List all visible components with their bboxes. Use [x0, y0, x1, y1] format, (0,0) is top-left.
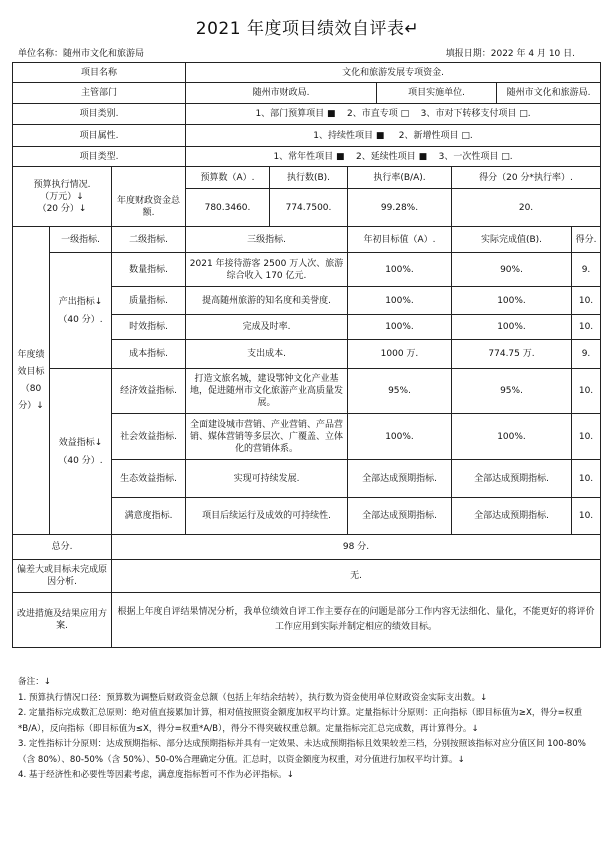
- note-item: 1. 预算执行情况口径：预算数为调整后财政资金总额（包括上年结余结转），执行数为资金使用单位财政资金实际支出数。↓: [18, 692, 488, 703]
- indicator-score: 10.: [572, 498, 601, 535]
- improvement-value: 根据上年度自评结果情况分析，我单位绩效自评工作主要存在的问题是部分工作内容无法细化、量化，不能更好的将评价工作应用到实际并制定相应的绩效目标。: [112, 593, 601, 648]
- indicator-actual: 100%.: [452, 315, 572, 340]
- indicator-target: 100%.: [348, 315, 452, 340]
- output-group-label: 产出指标↓（40 分）.: [50, 253, 112, 369]
- budget-blank: [112, 167, 186, 189]
- indicator-l2: 满意度指标.: [112, 498, 186, 535]
- attribute-option-1: 1、持续性项目: [313, 130, 374, 141]
- indicator-l2: 社会效益指标.: [112, 414, 186, 460]
- category-option-3: 3、市对下转移支付项目: [420, 109, 517, 119]
- notes: [18, 675, 603, 784]
- indicator-l3: 项目后续运行及成效的可持续性.: [186, 498, 348, 535]
- indicator-actual: 全部达成预期指标.: [452, 498, 572, 535]
- indicator-actual: 774.75 万.: [452, 340, 572, 369]
- unit-name: 单位名称：随州市文化和旅游局: [18, 49, 145, 59]
- type-option-1: 1、常年性项目: [273, 151, 334, 162]
- indicator-actual: 100%.: [452, 414, 572, 460]
- impl-label: 项目实施单位.: [377, 83, 497, 104]
- note-item: 3. 定性指标计分原则：达成预期指标、部分达成预期指标并具有一定效果、未达成预期指标且效果较差三档，分别按照该指标对应分值区间 100-80%（含 80%）、80-50%（含 50%）、50-0%合理确定分值。汇总时，以资金额度为权重，对分值进行加权平均计算。↓: [18, 739, 586, 765]
- score-header: 得分.: [572, 227, 601, 253]
- indicator-l3: 实现可持续发展.: [186, 460, 348, 498]
- checkbox-empty-icon: □.: [519, 109, 531, 119]
- project-name-label: 项目名称: [13, 63, 186, 83]
- indicator-actual: 全部达成预期指标.: [452, 460, 572, 498]
- note-item: 4. 基于经济性和必要性等因素考虑，满意度指标暂可不作为必评指标。↓: [18, 770, 294, 780]
- indicator-target: 100%.: [348, 414, 452, 460]
- indicator-score: 9.: [572, 340, 601, 369]
- indicator-target: 100%.: [348, 253, 452, 287]
- level1-header: 一级指标.: [50, 227, 112, 253]
- attribute-option-2: 2、新增性项目: [398, 130, 459, 141]
- project-name-value: 文化和旅游发展专项资金.: [186, 63, 601, 83]
- budget-label-line-3: （20 分）↓: [37, 203, 87, 214]
- indicator-l2: 时效指标.: [112, 315, 186, 340]
- indicator-score: 9.: [572, 253, 601, 287]
- budget-header: 预算数（A）.: [186, 167, 270, 189]
- indicator-l2: 生态效益指标.: [112, 460, 186, 498]
- indicator-l3: 2021 年接待游客 2500 万人次、旅游综合收入 170 亿元.: [186, 253, 348, 287]
- rate-header: 执行率(B/A).: [348, 167, 452, 189]
- budget-score-value: 20.: [452, 189, 601, 227]
- indicator-target: 全部达成预期指标.: [348, 498, 452, 535]
- indicator-l3: 全面建设城市营销、产业营销、产品营销、媒体营销等多层次、广覆盖、立体化的营销体系。: [186, 414, 348, 460]
- deviation-value: 无.: [112, 560, 601, 593]
- indicator-score: 10.: [572, 369, 601, 414]
- indicator-actual: 95%.: [452, 369, 572, 414]
- deviation-label: 偏差大或目标未完成原因分析.: [13, 560, 112, 593]
- category-option-1: 1、部门预算项目: [255, 109, 325, 119]
- actual-header: 实际完成值(B).: [452, 227, 572, 253]
- checkbox-checked-icon: ■: [375, 130, 385, 141]
- indicator-l2: 经济效益指标.: [112, 369, 186, 414]
- budget-label-line-1: 预算执行情况.: [33, 179, 91, 190]
- budget-value: 780.3460.: [186, 189, 270, 227]
- indicator-l3: 支出成本.: [186, 340, 348, 369]
- indicator-l2: 成本指标.: [112, 340, 186, 369]
- fill-date: 填报日期：2022 年 4 月 10 日.: [445, 49, 575, 59]
- indicator-l3: 完成及时率.: [186, 315, 348, 340]
- target-header: 年初目标值（A）.: [348, 227, 452, 253]
- category-label: 项目类别.: [13, 104, 186, 125]
- attribute-options: [186, 125, 601, 147]
- indicator-l3: 提高随州旅游的知名度和美誉度.: [186, 287, 348, 315]
- total-value: 98 分.: [112, 535, 601, 560]
- indicator-actual: 90%.: [452, 253, 572, 287]
- budget-label-line-2: （万元）↓: [40, 191, 84, 202]
- dept-value: 随州市财政局.: [186, 83, 377, 104]
- note-heading: 备注：↓: [18, 677, 51, 687]
- type-label: 项目类型.: [13, 147, 186, 167]
- evaluation-table: [12, 62, 601, 648]
- indicator-score: 10.: [572, 287, 601, 315]
- annual-fund-label: 年度财政资金总额.: [112, 189, 186, 227]
- checkbox-empty-icon: □.: [461, 130, 473, 141]
- indicator-l2: 数量指标.: [112, 253, 186, 287]
- indicator-target: 1000 万.: [348, 340, 452, 369]
- indicator-target: 95%.: [348, 369, 452, 414]
- dept-label: 主管部门: [13, 83, 186, 104]
- checkbox-empty-icon: □.: [501, 151, 513, 162]
- total-label: 总分.: [13, 535, 112, 560]
- indicator-score: 10.: [572, 315, 601, 340]
- indicator-l3: 打造文旅名城，建设鄂钟文化产业基地，促进随州市文化旅游产业高质量发展。: [186, 369, 348, 414]
- rate-value: 99.28%.: [348, 189, 452, 227]
- budget-score-header: 得分（20 分*执行率）.: [452, 167, 601, 189]
- checkbox-checked-icon: ■: [418, 151, 428, 162]
- note-item: 2. 定量指标完成数汇总原则：绝对值直接累加计算，相对值按照资金额度加权平均计算。定量指标计分原则：正向指标（即目标值为≥X，得分=权重*B/A），反向指标（即目标值为≤X，得分=权重*A/B），得分不得突破权重总额。定量指标完汇总完成数，再计算得分。↓: [18, 708, 583, 734]
- checkbox-empty-icon: □: [400, 109, 410, 119]
- page-title: 2021 年度项目绩效自评表↵: [195, 19, 420, 39]
- exec-value: 774.7500.: [270, 189, 348, 227]
- level2-header: 二级指标.: [112, 227, 186, 253]
- indicator-target: 100%.: [348, 287, 452, 315]
- attribute-label: 项目属性.: [13, 125, 186, 147]
- perf-label: 年度绩效目标（80分）↓: [13, 227, 50, 535]
- checkbox-checked-icon: ■: [327, 109, 336, 119]
- type-options: [186, 147, 601, 167]
- impl-value: 随州市文化和旅游局.: [497, 83, 601, 104]
- indicator-target: 全部达成预期指标.: [348, 460, 452, 498]
- budget-label: [13, 167, 112, 227]
- type-option-3: 3、一次性项目: [438, 151, 499, 162]
- type-option-2: 2、延续性项目: [356, 151, 416, 162]
- benefit-group-label: 效益指标↓（40 分）.: [50, 369, 112, 535]
- improvement-label: 改进措施及结果应用方案.: [13, 593, 112, 648]
- exec-header: 执行数(B).: [270, 167, 348, 189]
- category-options: [186, 104, 601, 125]
- indicator-score: 10.: [572, 414, 601, 460]
- checkbox-checked-icon: ■: [336, 151, 345, 162]
- indicator-actual: 100%.: [452, 287, 572, 315]
- indicator-score: 10.: [572, 460, 601, 498]
- category-option-2: 2、市直专项: [347, 109, 398, 119]
- level3-header: 三级指标.: [186, 227, 348, 253]
- indicator-l2: 质量指标.: [112, 287, 186, 315]
